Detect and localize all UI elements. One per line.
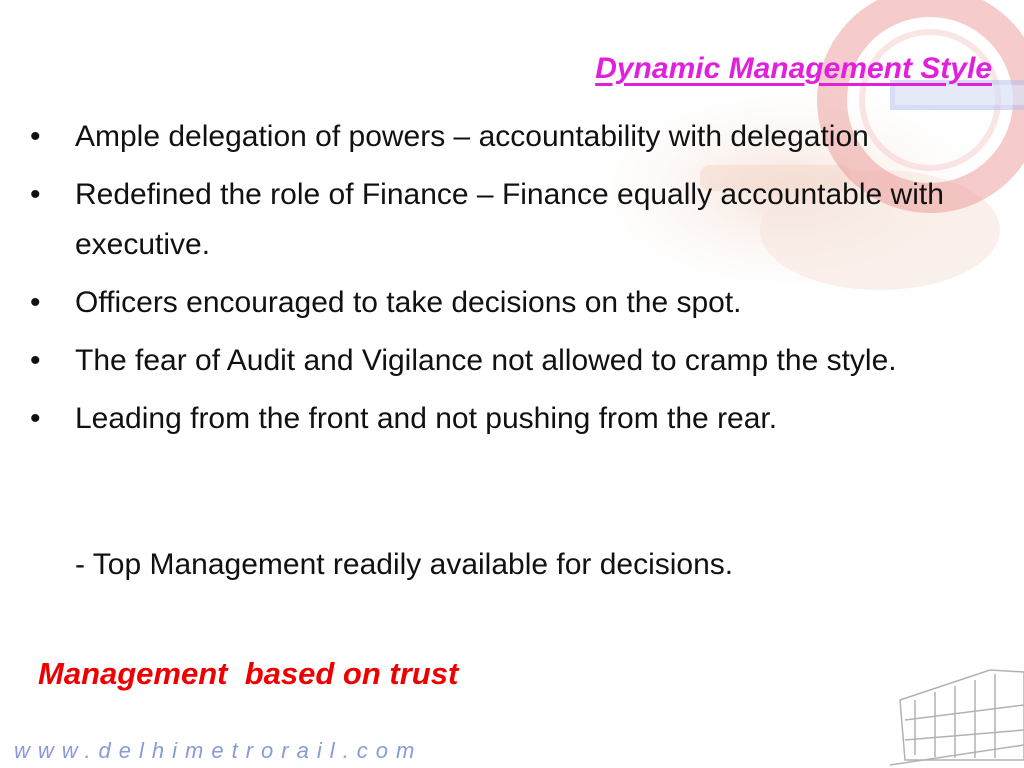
bullet-text: The fear of Audit and Vigilance not allowed to cramp the style.	[75, 344, 897, 377]
bullet-marker: •	[30, 344, 41, 377]
slide-title: Dynamic Management Style	[595, 52, 992, 85]
bullet-item	[30, 170, 1020, 270]
train-sketch	[890, 670, 1024, 765]
website-url: www.delhimetrorail.com	[14, 738, 423, 763]
bullet-list	[30, 112, 1020, 450]
bullet-item	[30, 112, 1020, 162]
bullet-item	[30, 394, 1020, 444]
bullet-text: Leading from the front and not pushing from the rear.	[75, 402, 778, 435]
bullet-marker: •	[30, 120, 41, 153]
closing-statement: Management based on trust	[38, 656, 459, 691]
bullet-text: Ample delegation of powers – accountability with delegation	[75, 120, 869, 153]
bullet-item	[30, 278, 1020, 328]
bullet-text: Redefined the role of Finance – Finance equally accountable with executive.	[75, 178, 944, 261]
bullet-marker: •	[30, 286, 41, 319]
bullet-marker: •	[30, 178, 41, 211]
bullet-item	[30, 336, 1020, 386]
bullet-text: Officers encouraged to take decisions on the spot.	[75, 286, 742, 319]
bullet-marker: •	[30, 402, 41, 435]
sub-point: - Top Management readily available for decisions.	[75, 548, 734, 581]
